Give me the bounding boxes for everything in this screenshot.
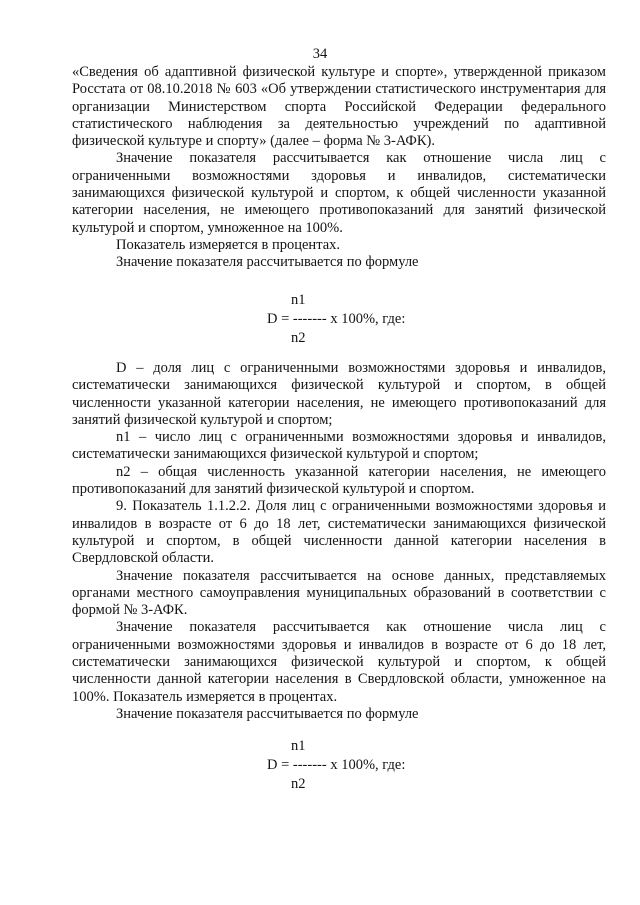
paragraph-calculation-method: Значение показателя рассчитывается как отношение числа лиц с ограниченными возможностями здоровья и инвалидов, систематически занимающихся физической культурой и спортом, к общей численности указанной категории населения, не имеющего противопоказаний для занятий физической культурой и спортом, умноженное на 100%. bbox=[72, 150, 606, 236]
paragraph-indicator-9: 9. Показатель 1.1.2.2. Доля лиц с ограниченными возможностями здоровья и инвалидов в возрасте от 6 до 18 лет, систематически занимающихся физической культурой и спортом, в общей численности данной категории населения в Свердловской области. bbox=[72, 498, 606, 567]
formula-denominator: n2 bbox=[291, 330, 306, 346]
formula-numerator: n1 bbox=[291, 292, 306, 308]
formula-numerator: n1 bbox=[291, 738, 306, 754]
formula-1 bbox=[0, 292, 640, 348]
paragraph-unit: Показатель измеряется в процентах. bbox=[116, 236, 341, 253]
paragraph-formula-intro-2: Значение показателя рассчитывается по формуле bbox=[116, 705, 419, 722]
paragraph-formula-intro: Значение показателя рассчитывается по формуле bbox=[116, 254, 419, 271]
formula-expression: D = ------- х 100%, где: bbox=[267, 311, 406, 327]
paragraph-data-source: Значение показателя рассчитывается на основе данных, представляемых органами местного самоуправления муниципальных образований в соответствии с формой № 3-АФК. bbox=[72, 567, 606, 619]
formula-denominator: n2 bbox=[291, 776, 306, 792]
page-number: 34 bbox=[312, 46, 328, 62]
paragraph-definition-d: D – доля лиц с ограниченными возможностями здоровья и инвалидов, систематически занимающихся физической культурой и спортом, в общей численности указанной категории населения, не имеющего противопоказаний для занятий физической культурой и спортом; bbox=[72, 360, 606, 428]
formula-2 bbox=[0, 738, 640, 794]
text-block-2 bbox=[72, 360, 606, 723]
paragraph-form-reference: «Сведения об адаптивной физической культуре и спорте», утвержденной приказом Росстата от 08.10.2018 № 603 «Об утверждении статистического инструментария для организации Министерством спорта Российской Федерации федерального статистического наблюдения за деятельностью учреждений по адаптивной физической культуре и спорту» (далее – форма № 3-АФК). bbox=[72, 64, 606, 150]
formula-expression: D = ------- х 100%, где: bbox=[267, 757, 406, 773]
paragraph-calculation-method-2: Значение показателя рассчитывается как отношение числа лиц с ограниченными возможностями здоровья и инвалидов в возрасте от 6 до 18 лет, систематически занимающихся физической культурой и спортом, к общей численности данной категории населения в Свердловской области, умноженное на 100%. Показатель измеряется в процентах. bbox=[72, 619, 606, 705]
paragraph-definition-n1: n1 – число лиц с ограниченными возможностями здоровья и инвалидов, систематически занимающихся физической культурой и спортом; bbox=[72, 429, 606, 463]
text-block-1 bbox=[72, 64, 606, 272]
paragraph-definition-n2: n2 – общая численность указанной категории населения, не имеющего противопоказаний для занятий физической культурой и спортом. bbox=[72, 463, 606, 498]
